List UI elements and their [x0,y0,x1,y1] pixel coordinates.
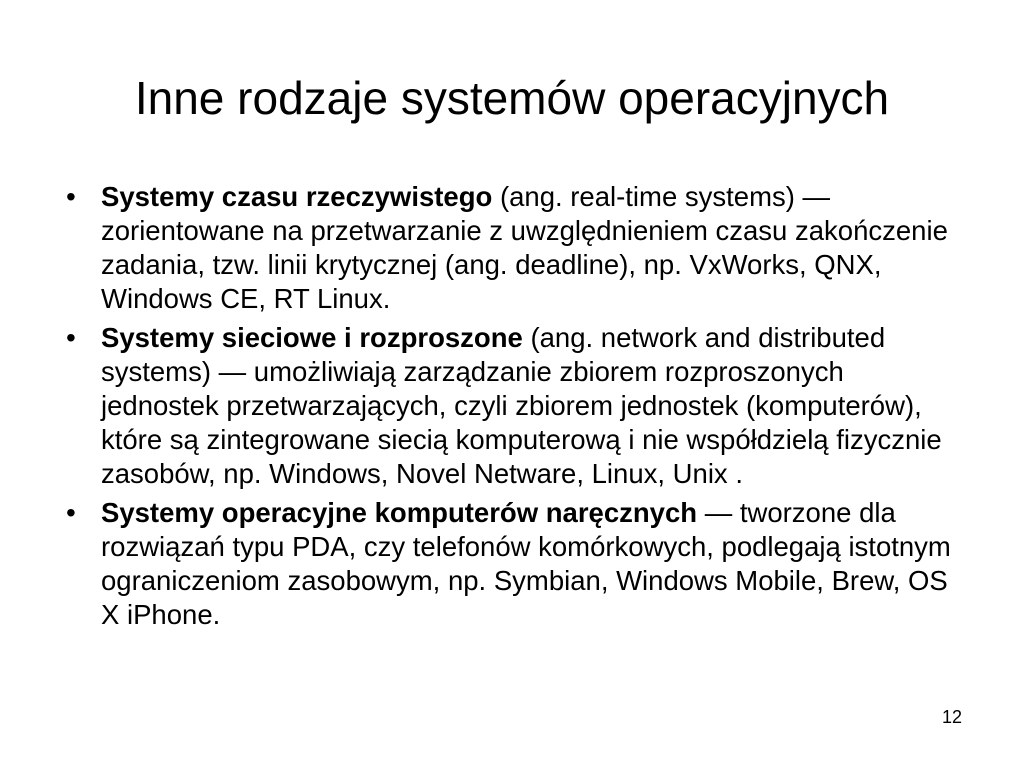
page-number: 12 [941,707,962,727]
bullet-text [101,496,966,632]
bullet-dot-icon: • [66,322,76,353]
bullet-description: (ang. network and distributed systems) — umożliwiają zarządzanie zbiorem rozproszonych jednostek przetwarzających, czyli zbiorem jednostek (komputerów), które są zintegrowane siecią komputerową i nie współdzielą fizycznie zasobów, np. Windows, Novel Netware, Linux, Unix . [101,322,942,489]
bullet-term: Systemy sieciowe i rozproszone [101,322,523,353]
bullet-description: — tworzone dla rozwiązań typu PDA, czy telefonów komórkowych, podlegają istotnym ograniczeniom zasobowym, np. Symbian, Windows Mobile, Brew, OS X iPhone. [101,497,951,630]
bullet-list [0,180,1024,637]
bullet-text [101,321,966,491]
bullet-dot-icon: • [66,497,76,528]
bullet-item-realtime [0,180,1024,316]
slide-title: Inne rodzaje systemów operacyjnych [134,72,890,124]
bullet-term: Systemy operacyjne komputerów naręcznych [101,497,698,528]
bullet-dot-icon: • [66,181,76,212]
bullet-text [101,180,966,316]
bullet-term: Systemy czasu rzeczywistego [101,181,493,212]
bullet-item-handheld [0,496,1024,632]
bullet-description: (ang. real-time systems) — zorientowane na przetwarzanie z uwzględnieniem czasu zakończenie zadania, tzw. linii krytycznej (ang. deadline), np. VxWorks, QNX, Windows CE, RT Linux. [101,181,948,314]
bullet-item-distributed [0,321,1024,491]
